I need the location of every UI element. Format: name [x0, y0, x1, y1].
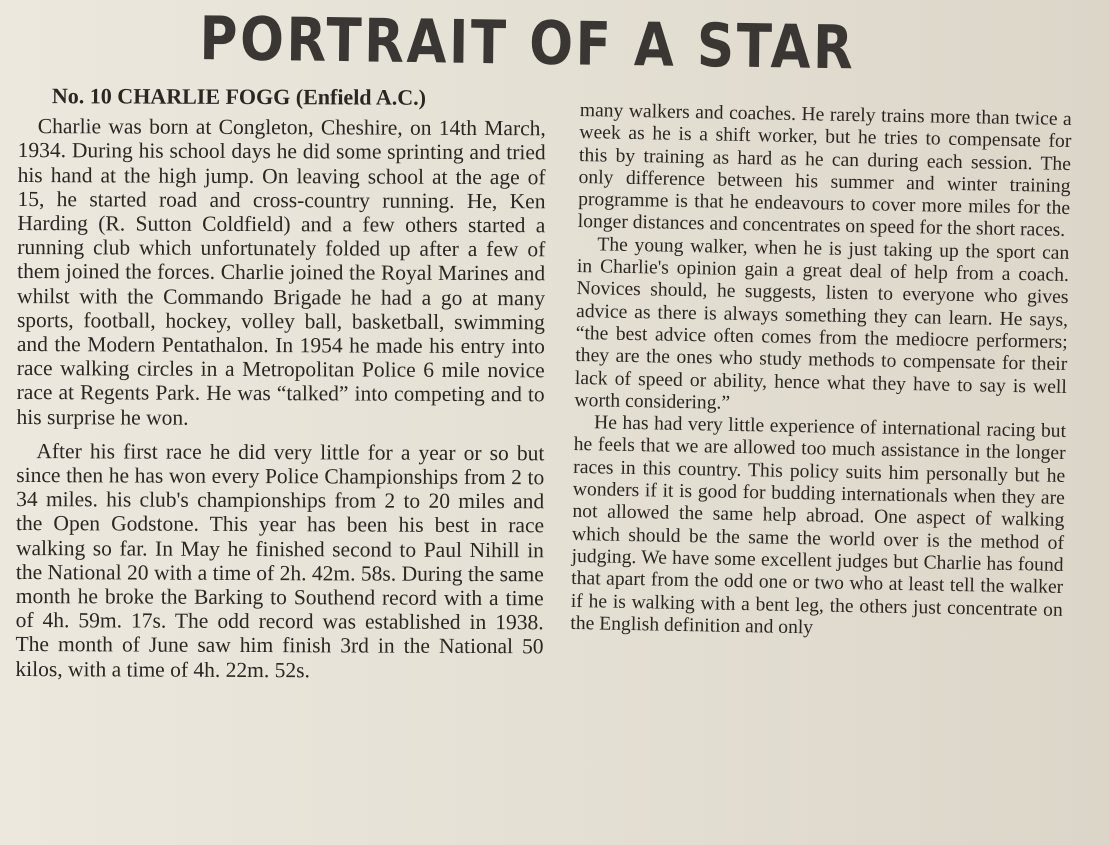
paragraph-coaching-advice: The young walker, when he is just taking up the sport can in Charlie's opinion gain a great deal of help from a coach. Novices should, he suggests, listen to everyone who gives advice as there is always something they can learn. He says, “the best advice often comes from the mediocre performers; they are the ones who study methods to compensate for their lack of speed or ability, hence what they have to say is well worth considering.”: [574, 234, 1070, 414]
paragraph-birth-and-early-years: Charlie was born at Congleton, Cheshire, on 14th March, 1934. During his school days he did some sprinting and tried his hand at the high jump. On leaving school at the age of 15, he started road and cross-country running. He, Ken Harding (R. Sutton Coldfield) and a few others started a running club which unfortunately folded up after a few of them joined the forces. Charlie joined the Royal Marines and whilst with the Commando Brigade he had a go at many sports, football, hockey, volley ball, basketball, swimming and the Modern Pentathalon. In 1954 he made his entry into race walking circles in a Metropolitan Police 6 mile novice race at Regents Park. He was “talked” into competing and to his surprise he won.: [16, 114, 546, 430]
paragraph-international-racing: He has had very little experience of international racing but he feels that we are allowed too much assistance in the longer races in this country. This policy suits him personally but he wonders if it is good for budding internationals when they are not allowed the same help abroad. One aspect of walking which should be the same the world over is the method of judging. We have some excellent judges but Charlie has found that apart from the odd one or two who at least tell the walker if he is walking with a bent leg, the others just concentrate on the English definition and only: [570, 412, 1067, 639]
headline: PORTRAIT OF A STAR: [199, 4, 856, 84]
paragraph-training: many walkers and coaches. He rarely trains more than twice a week as he is a shift worker, but he tries to compensate for this by training as hard as he can during each session. The only difference between his summer and winter training programme is that he endeavours to cover more miles for the longer distances and concentrates on speed for the short races.: [577, 100, 1072, 242]
paragraph-race-record: After his first race he did very little for a year or so but since then he has won every Police Championships from 2 to 34 miles. his club's championships from 2 to 20 miles and the Open Godstone. This year has been his best in race walking so far. In May he finished second to Paul Nihill in the National 20 with a time of 2h. 42m. 58s. During the same month he broke the Barking to Southend record with a time of 4h. 59m. 17s. The odd record was established in 1938. The month of June saw him finish 3rd in the National 50 kilos, with a time of 4h. 22m. 52s.: [15, 438, 545, 682]
byline: No. 10 CHARLIE FOGG (Enfield A.C.): [51, 83, 427, 110]
left-column: [15, 84, 546, 683]
right-column: [570, 100, 1072, 644]
